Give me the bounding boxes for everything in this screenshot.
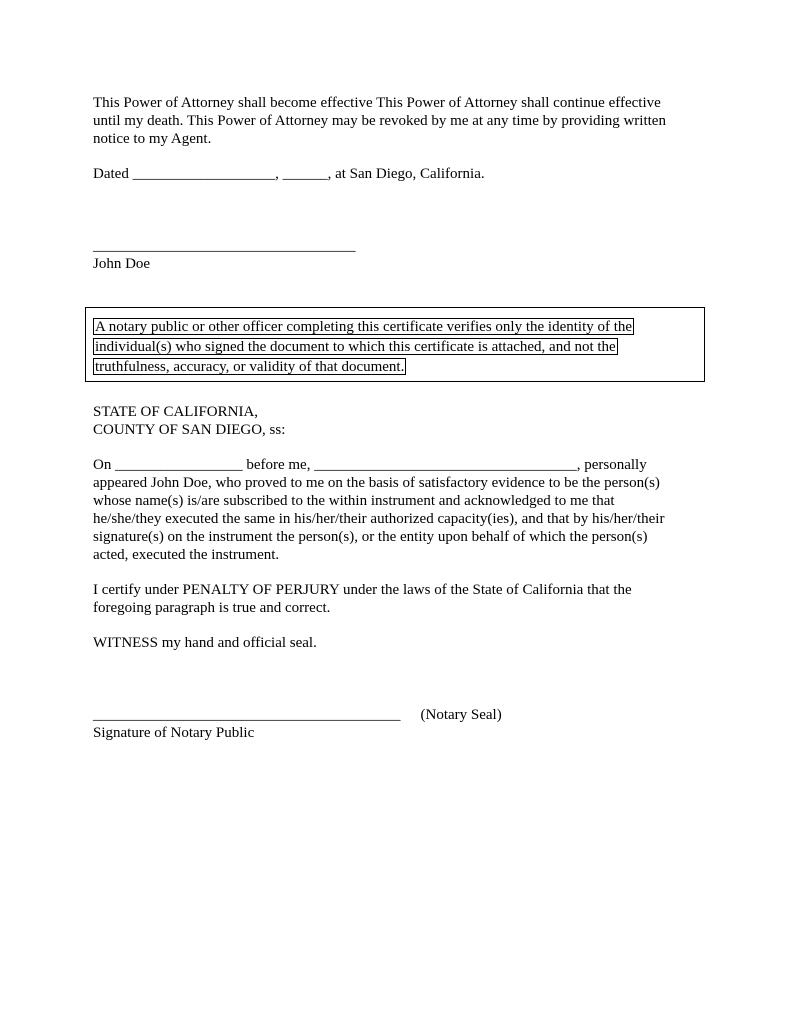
acknowledgment-line-6: acted, executed the instrument. xyxy=(93,547,280,563)
acknowledgment-line-3: whose name(s) is/are subscribed to the within instrument and acknowledged to me that xyxy=(93,493,615,509)
witness-text: WITNESS my hand and official seal. xyxy=(93,635,317,651)
notary-signature-line: _________________________________________ xyxy=(93,707,401,723)
venue-state: STATE OF CALIFORNIA, xyxy=(93,404,259,420)
notary-notice-line-2: individual(s) who signed the document to which this certificate is attached, and not the xyxy=(95,339,616,355)
notary-notice-line-1: A notary public or other officer completing this certificate verifies only the identity of the xyxy=(95,319,633,335)
perjury-line-2: foregoing paragraph is true and correct. xyxy=(93,600,331,616)
notary-signature-row xyxy=(93,706,693,724)
perjury-paragraph xyxy=(93,581,693,617)
venue-county: COUNTY OF SAN DIEGO, ss: xyxy=(93,422,286,438)
principal-signature-line: ___________________________________ xyxy=(93,238,356,254)
acknowledgment-line-4: he/she/they executed the same in his/her/their authorized capacity(ies), and that by his/her/their xyxy=(93,511,665,527)
dated-text: Dated ___________________, ______, at San Diego, California. xyxy=(93,166,485,182)
witness-line xyxy=(93,634,693,652)
acknowledgment-line-2: appeared John Doe, who proved to me on the basis of satisfactory evidence to be the person(s) xyxy=(93,475,660,491)
effective-line-2: until my death. This Power of Attorney may be revoked by me at any time by providing written xyxy=(93,113,666,129)
effective-line-1: This Power of Attorney shall become effective This Power of Attorney shall continue effective xyxy=(93,95,661,111)
venue-block xyxy=(93,403,693,439)
notary-notice-line-3: truthfulness, accuracy, or validity of that document. xyxy=(95,359,405,375)
acknowledgment-paragraph xyxy=(93,456,693,564)
acknowledgment-line-1: On _________________ before me, ___________________________________, personally xyxy=(93,457,647,473)
acknowledgment-line-5: signature(s) on the instrument the person(s), or the entity upon behalf of which the person(s) xyxy=(93,529,648,545)
perjury-line-1: I certify under PENALTY OF PERJURY under the laws of the State of California that the xyxy=(93,582,632,598)
effective-line-3: notice to my Agent. xyxy=(93,131,212,147)
notary-signature-block xyxy=(93,706,693,742)
principal-signature-block xyxy=(93,237,693,273)
notary-seal-label: (Notary Seal) xyxy=(420,707,502,723)
notary-signature-caption: Signature of Notary Public xyxy=(93,725,255,741)
effective-paragraph xyxy=(93,94,693,148)
principal-name: John Doe xyxy=(93,256,151,272)
dated-line xyxy=(93,165,693,183)
